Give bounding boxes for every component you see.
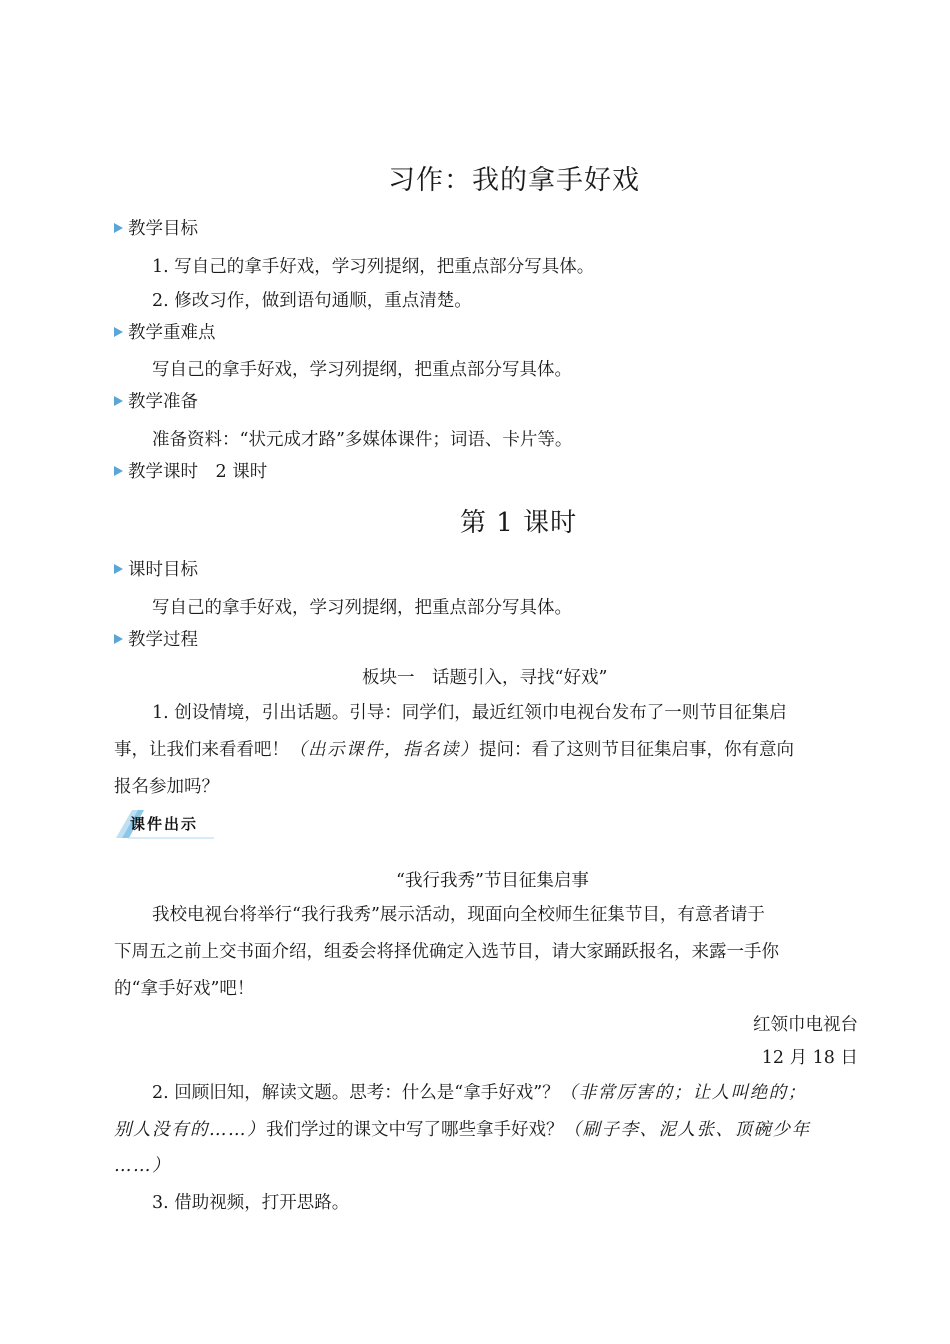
step1-line3: 报名参加吗？ [114, 777, 219, 797]
badge-label: 课件出示 [130, 815, 199, 833]
section-heading-key-points [114, 319, 216, 344]
step1-line2 [114, 736, 794, 761]
block1-title: 板块一 话题引入，寻找“好戏” [362, 668, 608, 688]
step2-text-a: 2. 回顾旧知，解读文题。思考：什么是“拿手好戏”？ [152, 1083, 560, 1103]
notice-date: 12 月 18 日 [761, 1048, 858, 1068]
step2-line1 [152, 1079, 807, 1104]
section-label: 教学过程 [128, 630, 198, 650]
triangle-bullet-icon [114, 634, 123, 644]
triangle-bullet-icon [114, 327, 123, 337]
step3-line: 3. 借助视频，打开思路。 [152, 1193, 350, 1213]
section-heading-lesson-goals [114, 556, 198, 581]
step2-line2 [114, 1116, 811, 1141]
step2-italic-note-2: 别人没有的……） [114, 1120, 266, 1140]
section-label: 教学准备 [128, 392, 198, 412]
goal-item-2: 2. 修改习作，做到语句通顺，重点清楚。 [152, 291, 472, 311]
key-points-text: 写自己的拿手好戏，学习列提纲，把重点部分写具体。 [152, 360, 572, 380]
triangle-bullet-icon [114, 564, 123, 574]
step1-text-a: 事，让我们来看看吧！ [114, 740, 289, 760]
step1-italic-note: （出示课件，指名读） [289, 740, 479, 760]
step2-italic-note-1: （非常厉害的；让人叫绝的； [559, 1083, 807, 1103]
notice-line3: 的“拿手好戏”吧！ [114, 979, 255, 999]
notice-line2: 下周五之前上交书面介绍，组委会将择优确定入选节目，请大家踊跃报名，来露一手你 [114, 942, 779, 962]
section-label: 课时目标 [128, 560, 198, 580]
goal-item-1: 1. 写自己的拿手好戏，学习列提纲，把重点部分写具体。 [152, 257, 595, 277]
courseware-badge [114, 804, 224, 840]
step1-line1: 1. 创设情境，引出话题。引导：同学们，最近红领巾电视台发布了一则节目征集启 [152, 703, 787, 723]
lesson-goals-text: 写自己的拿手好戏，学习列提纲，把重点部分写具体。 [152, 598, 572, 618]
prep-text: 准备资料：“状元成才路”多媒体课件；词语、卡片等。 [152, 430, 573, 450]
section-heading-goals [114, 215, 198, 240]
step2-text-b: 我们学过的课文中写了哪些拿手好戏？ [266, 1120, 564, 1140]
triangle-bullet-icon [114, 223, 123, 233]
step2-line3: ……） [114, 1156, 171, 1176]
section-label: 教学重难点 [128, 323, 216, 343]
triangle-bullet-icon [114, 396, 123, 406]
triangle-bullet-icon [114, 466, 123, 476]
lesson-title: 第 1 课时 [460, 508, 578, 538]
step2-italic-note-3: （刷子李、泥人张、顶碗少年 [563, 1120, 811, 1140]
notice-line1: 我校电视台将举行“我行我秀”展示活动，现面向全校师生征集节目，有意者请于 [152, 905, 765, 925]
section-heading-hours [114, 458, 267, 483]
section-heading-process [114, 626, 198, 651]
section-heading-prep [114, 388, 198, 413]
notice-title: “我行我秀”节目征集启事 [396, 871, 589, 891]
page-title: 习作：我的拿手好戏 [388, 165, 640, 196]
section-label: 教学目标 [128, 219, 198, 239]
step1-text-c: 提问：看了这则节目征集启事，你有意向 [479, 740, 794, 760]
section-label: 教学课时 2 课时 [128, 462, 268, 482]
notice-signer: 红领巾电视台 [753, 1015, 858, 1035]
